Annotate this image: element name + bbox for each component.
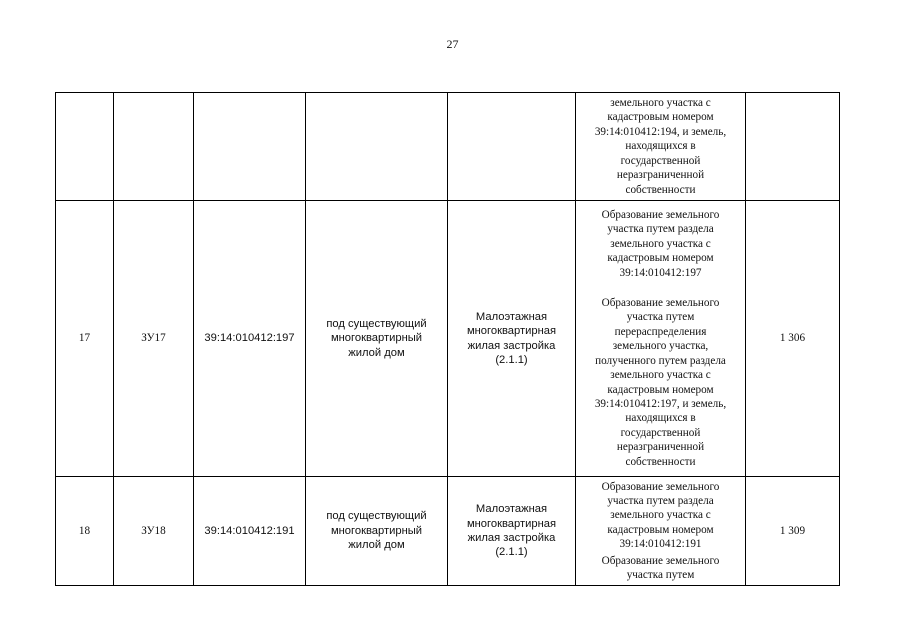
- row-number-cell: 17: [56, 201, 114, 477]
- table-row: [56, 201, 840, 477]
- cell-text-line: Малоэтажная: [475, 310, 548, 323]
- purpose-cell: [306, 477, 448, 586]
- table-row: [56, 93, 840, 201]
- description-line: Образование земельного: [601, 209, 720, 222]
- paragraph-spacer: [579, 280, 742, 296]
- plot-designation-cell: [114, 93, 194, 201]
- table-row: [56, 477, 840, 586]
- description-line: 39:14:010412:197, и земель,: [594, 397, 727, 410]
- row-number-cell: 18: [56, 477, 114, 586]
- cell-text-line: многоквартирная: [466, 517, 557, 530]
- description-line: земельного участка с: [610, 237, 711, 250]
- description-line: земельного участка с: [610, 369, 711, 382]
- description-line: 39:14:010412:194, и земель,: [594, 125, 727, 138]
- description-line: собственности: [625, 455, 696, 468]
- land-plots-table: [55, 92, 840, 586]
- cell-text-line: под существующий: [326, 510, 427, 523]
- cell-text-line: многоквартирный: [330, 524, 423, 537]
- description-line: Образование земельного: [601, 297, 720, 310]
- cell-text-line: многоквартирная: [466, 325, 557, 338]
- land-use-cell: [448, 93, 576, 201]
- plot-designation-cell: ЗУ18: [114, 477, 194, 586]
- area-cell: [746, 93, 840, 201]
- description-line: участка путем раздела: [607, 494, 714, 507]
- description-line: собственности: [625, 183, 696, 196]
- page-number: 27: [446, 37, 459, 51]
- description-line: участка путем раздела: [607, 223, 714, 236]
- cell-text-line: жилой дом: [348, 346, 405, 359]
- purpose-cell: [306, 201, 448, 477]
- row-number-cell: [56, 93, 114, 201]
- description-line: 39:14:010412:197: [619, 266, 702, 279]
- cell-text-line: под существующий: [326, 317, 427, 330]
- land-use-cell: [448, 201, 576, 477]
- formation-method-cell: [576, 201, 746, 477]
- cell-text-line: многоквартирный: [330, 332, 423, 345]
- description-line: кадастровым номером: [607, 523, 714, 536]
- description-line: кадастровым номером: [607, 252, 714, 265]
- description-line: земельного участка,: [612, 340, 709, 353]
- description-line: полученного путем раздела: [595, 354, 726, 367]
- purpose-cell: [306, 93, 448, 201]
- description-line: находящихся в: [625, 140, 696, 153]
- cell-text-line: жилой дом: [348, 539, 405, 552]
- description-line: кадастровым номером: [607, 383, 714, 396]
- cell-text-line: Малоэтажная: [475, 503, 548, 516]
- area-cell: 1 306: [746, 201, 840, 477]
- description-line: Образование земельного: [601, 480, 720, 493]
- description-line: находящихся в: [625, 412, 696, 425]
- description-line: Образование земельного: [601, 554, 720, 567]
- cell-text-line: (2.1.1): [495, 546, 528, 559]
- description-line: участка путем: [626, 569, 695, 582]
- description-line: государственной: [620, 426, 701, 439]
- description-line: неразграниченной: [616, 169, 705, 182]
- cell-text-line: (2.1.1): [495, 353, 528, 366]
- description-line: 39:14:010412:191: [619, 538, 702, 551]
- cell-text-line: жилая застройка: [467, 532, 556, 544]
- description-line: земельного участка с: [610, 509, 711, 522]
- description-line: государственной: [620, 154, 701, 167]
- description-line: участка путем: [626, 311, 695, 324]
- formation-method-cell: [576, 93, 746, 201]
- cadastral-number-cell: 39:14:010412:191: [194, 477, 306, 586]
- plot-designation-cell: ЗУ17: [114, 201, 194, 477]
- cadastral-number-cell: [194, 93, 306, 201]
- description-line: перераспределения: [614, 325, 707, 338]
- cadastral-number-cell: 39:14:010412:197: [194, 201, 306, 477]
- description-line: земельного участка с: [610, 97, 711, 110]
- area-cell: 1 309: [746, 477, 840, 586]
- land-use-cell: [448, 477, 576, 586]
- description-line: неразграниченной: [616, 441, 705, 454]
- cell-text-line: жилая застройка: [467, 339, 556, 352]
- formation-method-cell: [576, 477, 746, 586]
- description-line: кадастровым номером: [607, 111, 714, 124]
